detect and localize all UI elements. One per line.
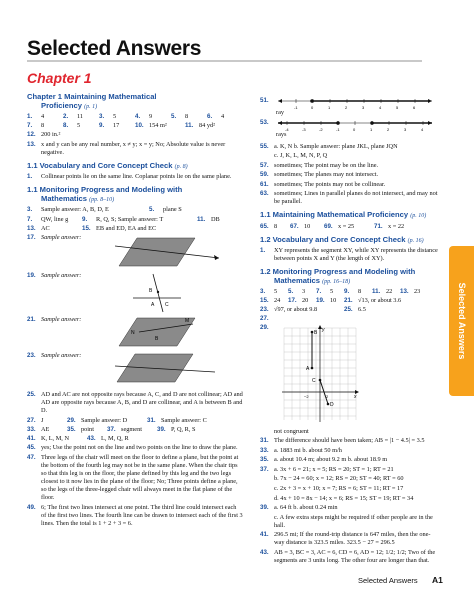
tick-label: 2 (326, 394, 329, 400)
tick-label: 1 (370, 127, 373, 132)
chapter-heading: Chapter 1 (27, 70, 92, 86)
answer-value: √13, or about 3.6 (358, 297, 402, 305)
answer-item (344, 306, 394, 314)
answer-number: 27. (260, 315, 269, 323)
answer-paragraph: 49. 6; The first two lines intersect at one point. The third line could intersect each of the first two lines. The fourth line can be drawn to intersect each of the first 3 lines. Then the total is 1 + 2 + 3 = 6. (27, 503, 243, 527)
answer-value: 22 (386, 288, 393, 296)
plane-diagram-17 (115, 232, 235, 270)
answer-paragraph: 43. AB = 3, BC = 3, AC = 6, CD = 6, AD = 12; 1/2; 1/2; Two of the segments are 3 units long. The other four are longer than that. (260, 548, 436, 564)
answer-paragraph: 61. sometimes; The points may not be collinear. (260, 180, 386, 188)
answer-value: 11 (77, 113, 84, 121)
answer-item (147, 417, 227, 425)
answer-value: point (81, 425, 94, 433)
answer-paragraph: 45. yes; Use the point not on the line and two points on the line to draw the plane. (27, 444, 238, 452)
answer-paragraph: 57. sometimes; The point may be on the line. (260, 161, 379, 169)
answer-number: 33. (27, 425, 36, 433)
answer-paragraph: 39. a. 64 ft b. about 0.24 min (260, 504, 338, 512)
answer-item (107, 426, 157, 434)
answer-number: 13. (27, 224, 36, 232)
section-heading: 1.1 Monitoring Progress and Modeling with Mathematics (pp. 8–10) (27, 185, 183, 204)
answer-item (67, 417, 147, 425)
figure-23: 23. Sample answer: (27, 352, 243, 390)
answer-value: plane S (163, 206, 182, 214)
tick-label: -4 (285, 127, 289, 132)
label-a: A (151, 301, 155, 308)
answer-number: 37. (107, 425, 116, 433)
answer-value: 23 (414, 288, 421, 296)
answer-paragraph: 59. sometimes; The planes may not intersect. (260, 171, 379, 179)
footer-label: Selected Answers (358, 576, 418, 585)
answer-item (197, 216, 237, 224)
answer-value: 154 m² (149, 122, 167, 130)
answer-item (288, 297, 316, 305)
answer-paragraph: c. A few extra steps might be required if other people are in the hall. (274, 513, 433, 529)
answer-item (344, 297, 434, 305)
answer-number: 5. (149, 206, 155, 214)
answer-row (260, 223, 438, 231)
answer-row (27, 113, 243, 121)
tick-label: -1 (336, 127, 340, 132)
answer-item (27, 113, 63, 121)
answer-item (135, 122, 185, 130)
answer-row (27, 122, 243, 130)
answer-paragraph: c. J, K, L, M, N, P, Q (274, 152, 328, 160)
answer-item (260, 288, 288, 296)
section-heading: 1.1 Maintaining Mathematical Proficiency (p. 10) (260, 210, 427, 220)
title-rule (27, 60, 422, 62)
answer-item (27, 435, 87, 443)
tick-label: -2 (319, 127, 323, 132)
answer-value: 3 (302, 288, 306, 296)
answer-value: 5 (274, 288, 278, 296)
answer-item (207, 113, 243, 121)
answer-row (27, 435, 243, 443)
answer-item (344, 288, 372, 296)
label-a: A (306, 366, 310, 373)
tick-label: 3 (362, 105, 365, 110)
answer-row (27, 417, 243, 425)
answer-number: 35. (67, 425, 76, 433)
answer-item (260, 297, 288, 305)
answer-paragraph: 1. XY represents the segment XY, while XY represents the distance between points X and Y (the length of XY). (260, 246, 438, 262)
figure-29: 29. B A C D y x 2 −2 (260, 324, 438, 426)
coordinate-grid-29 (280, 324, 360, 424)
answer-number: 9. (82, 215, 88, 223)
answer-paragraph: c. 2x + 3 = x + 10; x = 7; RS = 6; ST = 11; RT = 17 (274, 485, 404, 492)
answer-number: 27. (27, 416, 36, 424)
answer-number: 3. (260, 288, 266, 296)
answer-item (400, 288, 428, 296)
answer-number: 4. (135, 113, 141, 121)
answer-row (260, 315, 438, 323)
answer-value: 10 (304, 222, 311, 230)
answer-value: 24 (274, 297, 281, 305)
page-title: Selected Answers (27, 37, 202, 60)
tick-label: 2 (387, 127, 390, 132)
answer-number: 15. (260, 297, 269, 305)
answer-number: 7. (316, 288, 322, 296)
answer-row (27, 216, 243, 224)
page-number: A1 (432, 575, 443, 585)
tick-label: 4 (379, 105, 382, 110)
answer-number: 11. (197, 215, 206, 223)
answer-item (63, 113, 99, 121)
answer-row (27, 426, 243, 434)
answer-item (27, 417, 67, 425)
answer-value: 9 (149, 113, 153, 121)
label-b: B (149, 287, 153, 294)
answer-number: 13. (400, 288, 409, 296)
label-n: N (131, 329, 135, 336)
answer-paragraph: 35. a. about 10.4 m; about 9.2 m b. about 18.9 m (260, 456, 388, 464)
answer-number: 17. (288, 297, 297, 305)
label-y: y (322, 327, 325, 334)
answer-item (374, 223, 424, 231)
section-heading: 1.2 Vocabulary and Core Concept Check (p. 16) (260, 234, 424, 244)
answer-number: 23. (260, 306, 269, 314)
label-x: x (354, 394, 357, 401)
answer-value: 5 (77, 122, 81, 130)
answer-value: 4 (221, 113, 225, 121)
tick-label: 5 (396, 105, 399, 110)
answer-value: Sample answer: D (81, 416, 128, 424)
figure-17: 17. Sample answer: (27, 234, 243, 272)
answer-number: 65. (260, 222, 269, 230)
answer-item (288, 288, 316, 296)
label-m: M (185, 317, 190, 324)
answer-value: P, Q, R, S (171, 425, 196, 433)
answer-number: 15. (82, 224, 91, 232)
answer-paragraph: 31. The difference should have been taken; AB = |1 − 4.5| = 3.5 (260, 437, 425, 445)
answer-item (27, 225, 82, 233)
answer-value: EB and ED, EA and EC (96, 224, 157, 232)
figure-21: 21. Sample answer: M N B (27, 316, 243, 352)
tick-label: 4 (421, 127, 424, 132)
label-c: C (165, 301, 169, 308)
answer-row (260, 306, 438, 314)
answer-number: 11. (185, 122, 194, 130)
answer-value: 5 (113, 113, 117, 121)
answer-paragraph: 47. Three legs of the chair will meet on the floor to define a plane, but the point at the bottom of the fourth leg may not be in the same plane. When the chair tips so that this leg is on the floor, the plane defined by this leg and the two legs closest to it now lies in the plane of the floor; No; Three points define a plane, so the legs of the three-legged chair will always meet in the flat plane of the floor. (27, 453, 239, 502)
side-tab (449, 246, 474, 396)
answer-paragraph: 25. AD and AC are not opposite rays because A, C, and D are not collinear; AD and AD are opposite rays because A, B, and D are collinear, and A is between B and D. (27, 391, 243, 415)
label-b: B (155, 335, 159, 342)
answer-paragraph: 37. a. 3x + 6 = 21; x = 5; RS = 20; ST = 1; RT = 21 (260, 465, 394, 473)
answer-value: √97, or about 9.8 (274, 306, 318, 314)
answer-value: 17 (113, 122, 120, 130)
plane-diagram-23 (115, 350, 235, 388)
answer-item (157, 426, 217, 434)
answer-row (27, 206, 243, 214)
answer-number: 7. (27, 215, 33, 223)
answer-number: 29. (67, 416, 76, 424)
section-heading: 1.1 Vocabulary and Core Concept Check (p. 8) (27, 160, 188, 170)
caption-53: rays (276, 131, 287, 138)
answer-item (260, 315, 300, 323)
answer-number: 3. (27, 206, 33, 214)
answer-item (135, 113, 171, 121)
answer-number: 41. (27, 434, 36, 442)
answer-number: 21. (344, 297, 353, 305)
answer-item (260, 223, 290, 231)
answer-paragraph: not congruent (274, 427, 309, 435)
answer-value: Sample answer: C (161, 416, 207, 424)
answer-number: 19. (316, 297, 325, 305)
right-column (260, 97, 438, 566)
figure-53: 53. -4 -3 -2 -1 0 1 2 3 4 rays (260, 119, 438, 141)
tick-label: −2 (304, 394, 309, 400)
side-tab-label: Selected Answers (456, 282, 467, 360)
answer-item (171, 113, 207, 121)
tick-label: 0 (353, 127, 356, 132)
answer-value: 5 (330, 288, 334, 296)
label-c: C (312, 378, 316, 385)
label-b: B (314, 330, 318, 337)
answer-value: QW, line g (41, 215, 69, 223)
answer-item (99, 122, 135, 130)
answer-item (87, 435, 157, 443)
answer-row (27, 131, 243, 139)
answer-value: DB (211, 215, 220, 223)
tick-label: 0 (311, 105, 314, 110)
answer-paragraph: 55. a. K, N b. Sample answer: plane JKL, plane JQN (260, 142, 398, 150)
answer-number: 8. (63, 122, 69, 130)
answer-item (27, 426, 67, 434)
answer-number: 10. (135, 122, 144, 130)
answer-value: 84 yd² (199, 122, 216, 130)
answer-paragraph: 33. a. 1883 mi b. about 50 m/h (260, 446, 342, 454)
answer-value: 4 (41, 113, 45, 121)
answer-value: J (41, 416, 44, 424)
answer-value: x = 25 (338, 222, 355, 230)
answer-row (260, 288, 438, 296)
answer-value: AE (41, 425, 50, 433)
number-line-53 (276, 118, 436, 132)
answer-item (63, 122, 99, 130)
line-diagram-19 (115, 272, 235, 316)
answer-value: 8 (358, 288, 362, 296)
answer-value: 8 (41, 122, 45, 130)
answer-number: 43. (87, 434, 96, 442)
label-d: D (330, 402, 334, 409)
answer-value: 8 (274, 222, 278, 230)
answer-value: Sample answer: A, B, D, E (41, 206, 109, 214)
answer-value: R, Q, S; Sample answer: T (96, 215, 164, 223)
answer-number: 71. (374, 222, 383, 230)
answer-paragraph: 63. sometimes; Lines in parallel planes do not intersect, and may not be parallel. (260, 190, 438, 206)
answer-value: 10 (330, 297, 337, 305)
answer-value: AC (41, 224, 50, 232)
answer-item (27, 206, 149, 214)
answer-paragraph: d. 4x + 10 = 8x − 14; x = 6; RS = 15; ST = 19; RT = 34 (274, 494, 414, 502)
answer-item (67, 426, 107, 434)
answer-number: 39. (157, 425, 166, 433)
answer-number: 9. (99, 122, 105, 130)
answer-number: 3. (99, 113, 105, 121)
answer-number: 5. (288, 288, 294, 296)
answer-number: 9. (344, 288, 350, 296)
answer-number: 69. (324, 222, 333, 230)
tick-label: 6 (413, 105, 416, 110)
tick-label: -1 (294, 105, 298, 110)
plane-diagram-21 (115, 314, 235, 350)
answer-value: L, M, Q, R (101, 434, 129, 442)
answer-paragraph: 13. x and y can be any real number, x ≠ y; x = y; No; Absolute value is never negative. (27, 140, 226, 156)
answer-item (316, 297, 344, 305)
answer-number: 11. (372, 288, 381, 296)
answer-number: 5. (171, 113, 177, 121)
answer-item (324, 223, 374, 231)
section-heading: Chapter 1 Maintaining Mathematical Proficiency (p. 1) (27, 91, 157, 111)
answer-value: 200 in.² (41, 131, 61, 139)
answer-paragraph: 41. 296.5 mi; If the round-trip distance is 647 miles, then the one-way distance is 323.5 miles. 323.5 − 27 = 296.5 (260, 531, 431, 547)
answer-number: 6. (207, 113, 213, 121)
answer-number: 12. (27, 131, 36, 139)
answer-value: 8 (185, 113, 189, 121)
answer-number: 1. (27, 113, 33, 121)
answer-item (27, 122, 63, 130)
tick-label: -3 (302, 127, 306, 132)
answer-item (99, 113, 135, 121)
tick-label: 1 (328, 105, 331, 110)
figure-19: 19. Sample answer: B A C (27, 272, 243, 316)
number-line-51 (276, 96, 436, 110)
answer-item (316, 288, 344, 296)
caption-51: ray (276, 109, 285, 116)
answer-value: x = 22 (388, 222, 405, 230)
answer-value: 20 (302, 297, 309, 305)
answer-value: segment (121, 425, 142, 433)
answer-number: 67. (290, 222, 299, 230)
answer-number: 25. (344, 306, 353, 314)
answer-value: K, L, M, N (41, 434, 69, 442)
answer-item (372, 288, 400, 296)
answer-number: 2. (63, 113, 69, 121)
section-heading: 1.2 Monitoring Progress and Modeling with Mathematics (pp. 16–18) (260, 266, 416, 285)
answer-item (290, 223, 324, 231)
answer-row (260, 297, 438, 305)
answer-paragraph: b. 7x − 24 = 60; x = 12; RS = 20; ST = 40; RT = 60 (274, 475, 404, 483)
answer-value: 6.5 (358, 306, 366, 314)
answer-item (260, 306, 344, 314)
left-column (27, 70, 243, 529)
answer-item (149, 206, 209, 214)
answer-item (27, 131, 87, 139)
figure-51: 51. -1 0 1 2 3 4 5 6 ray (260, 97, 438, 119)
answer-number: 31. (147, 416, 156, 424)
answer-item (185, 122, 235, 130)
answer-item (27, 216, 82, 224)
tick-label: 2 (345, 105, 348, 110)
answer-paragraph: 1. Collinear points lie on the same line. Coplanar points lie on the same plane. (27, 173, 232, 181)
answer-item (82, 216, 197, 224)
tick-label: 3 (404, 127, 407, 132)
answer-number: 7. (27, 122, 33, 130)
